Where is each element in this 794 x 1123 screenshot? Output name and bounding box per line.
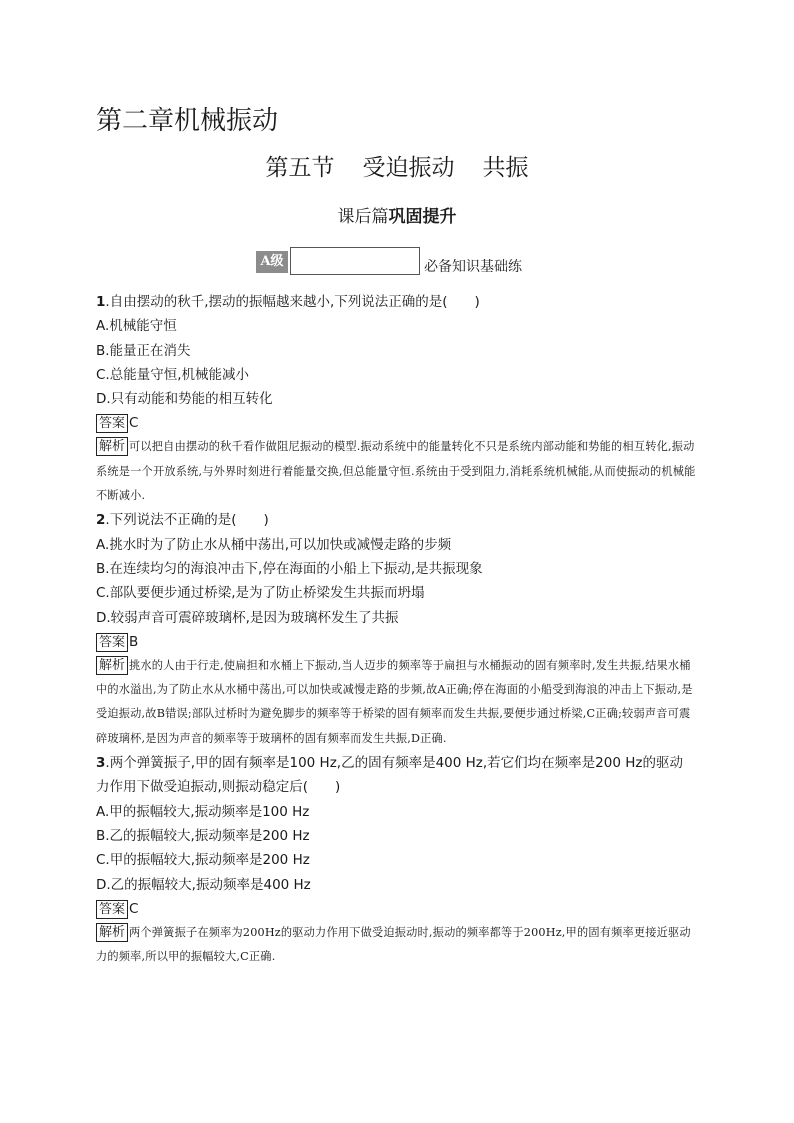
level-blank-box (290, 247, 420, 275)
answer-value: B (129, 633, 139, 650)
option-a: A.挑水时为了防止水从桶中荡出,可以加快或减慢走路的步频 (96, 536, 452, 553)
question-3 (96, 751, 696, 969)
option-c: C.部队要便步通过桥梁,是为了防止桥梁发生共振而坍塌 (96, 585, 425, 602)
option-a: A.机械能守恒 (96, 318, 177, 335)
question-number: 2 (96, 512, 106, 529)
answer-tag: 答案 (96, 900, 128, 919)
option-a: A.甲的振幅较大,振动频率是100 Hz (96, 803, 310, 820)
option-d: D.乙的振幅较大,振动频率是400 Hz (96, 876, 311, 893)
question-stem: 2.下列说法不正确的是( ) (96, 512, 269, 529)
option-b: B.乙的振幅较大,振动频率是200 Hz (96, 827, 310, 844)
option-b: B.在连续均匀的海浪冲击下,停在海面的小船上下振动,是共振现象 (96, 560, 483, 577)
answer-line (96, 630, 696, 654)
question-1 (96, 290, 696, 508)
section-title (0, 152, 794, 184)
question-2 (96, 508, 696, 751)
level-text: 必备知识基础练 (424, 259, 522, 275)
level-badge: A级 (256, 251, 288, 273)
question-stem: 1.自由摆动的秋千,摆动的振幅越来越小,下列说法正确的是( ) (96, 294, 480, 310)
answer-value: C (129, 415, 139, 432)
option-c: C.甲的振幅较大,振动频率是200 Hz (96, 852, 310, 869)
answer-tag: 答案 (96, 414, 128, 433)
chapter-title: 第二章机械振动 (96, 106, 279, 136)
question-number: 1 (96, 294, 106, 310)
answer-value: C (129, 900, 139, 917)
subheading-normal: 课后篇 (337, 207, 389, 227)
answer-line (96, 897, 696, 921)
option-b: B.能量正在消失 (96, 342, 191, 359)
analysis-text: 解析 挑水的人由于行走,使扁担和水桶上下振动,当人迈步的频率等于扁担与水桶振动的固有频率时,发生共振,结果水桶中的水溢出,为了防止水从水桶中荡出,可以加快或减慢走路的步频,故A正确;停在海面的小船受到海浪的冲击上下振动,是受迫振动,故B错误;部队过桥时为避免脚步的频率等于桥梁的固有频率而发生共振,要便步通过桥梁,C正确;较弱声音可震碎玻璃杯,是因为声音的频率等于玻璃杯的固有频率而发生共振,D正确. (96, 657, 693, 745)
section-title-part1: 受迫振动 (362, 155, 455, 181)
analysis-tag: 解析 (96, 656, 128, 675)
option-c: C.总能量守恒,机械能减小 (96, 366, 250, 383)
analysis-text: 解析 两个弹簧振子在频率为200Hz的驱动力作用下做受迫振动时,振动的频率都等于200Hz,甲的固有频率更接近驱动力的频率,所以甲的振幅较大,C正确. (96, 924, 691, 964)
subheading (0, 205, 794, 229)
answer-line (96, 411, 696, 435)
option-d: D.只有动能和势能的相互转化 (96, 391, 273, 408)
subheading-bold: 巩固提升 (388, 207, 457, 227)
section-title-part2: 共振 (482, 155, 529, 181)
question-list (96, 290, 696, 969)
analysis-text: 解析 可以把自由摆动的秋千看作做阻尼振动的模型.振动系统中的能量转化不只是系统内部动能和势能的相互转化,振动系统是一个开放系统,与外界时刻进行着能量交换,但总能量守恒.系统由于受到阻力,消耗系统机械能,从而使振动的机械能不断减小. (96, 439, 696, 503)
answer-tag: 答案 (96, 633, 128, 652)
question-number: 3 (96, 755, 106, 772)
question-stem: 3.两个弹簧振子,甲的固有频率是100 Hz,乙的固有频率是400 Hz,若它们均在频率是200 Hz的驱动力作用下做受迫振动,则振动稳定后( ) (96, 755, 683, 796)
option-d: D.较弱声音可震碎玻璃杯,是因为玻璃杯发生了共振 (96, 609, 399, 626)
section-number: 第五节 (265, 155, 335, 181)
analysis-tag: 解析 (96, 923, 128, 942)
analysis-tag: 解析 (96, 437, 128, 456)
